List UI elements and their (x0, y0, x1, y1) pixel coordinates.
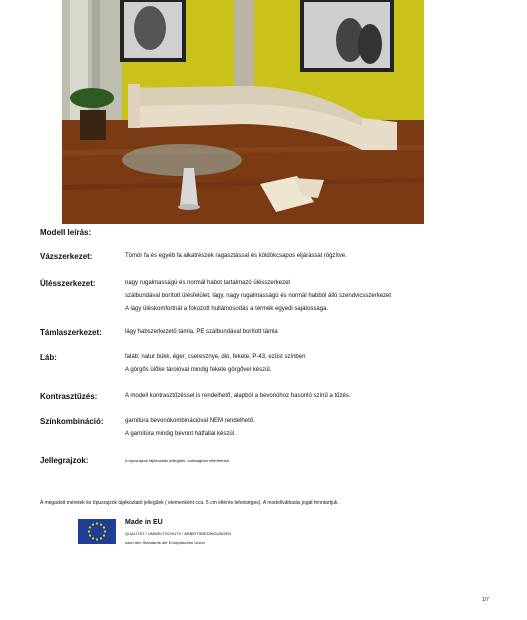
color-combination-text (125, 415, 255, 441)
eu-quality-line: QUALITÄT / UMWELTSCHUTZ / ARBEITSBEDINGUNGEN (125, 531, 232, 536)
contrast-stitch-text (125, 390, 350, 403)
page-number: 1/7 (482, 597, 489, 603)
dimensions-disclaimer: A megadott méretek és típusrajzok tájékoztató jellegűek ( elemenként cca. 5 cm eltérés lehetséges). A modellváltozás jogát fenntartjuk. (40, 500, 339, 506)
color-combination-label: Színkombináció: (40, 417, 104, 426)
made-in-eu-title: Made in EU (125, 519, 163, 526)
frame-text (125, 250, 347, 263)
eu-flag-icon (78, 519, 116, 544)
seat-line: A lágy üléskomfortnál a fokozott hullámosodás a termék egyedi sajátossága. (125, 306, 329, 312)
frame-label: Vázszerkezet: (40, 252, 93, 261)
sofa-room-illustration (62, 0, 424, 224)
legs-line: faláb: natur bükk, éger, cseresznye, dió, fekete, P-43, ezüst színben (125, 354, 306, 360)
contrast-stitch-label: Kontrasztűzés: (40, 392, 98, 401)
backrest-label: Támlaszerkezet: (40, 328, 102, 337)
legs-line: A görgős ülőke tárolóval mindig fekete görgővel készül. (125, 367, 272, 373)
model-description-heading: Modell leírás: (40, 228, 92, 237)
backrest-text (125, 326, 278, 339)
eu-standards-line: nach den Standards der Europäischen Union (125, 540, 205, 545)
drawings-text (125, 454, 230, 467)
seat-line: nagy rugalmasságú és normál habot tartalmazó ülésszerkezet (125, 280, 291, 286)
drawings-line: A típusrajzok tájékoztató jellegűek, valóságban eltérhetnek. (125, 458, 230, 463)
frame-line: Tömör fa és egyéb fa alkatrészek ragasztással és köldökcsapos eljárással rögzítve. (125, 253, 347, 259)
color-combination-line: garnitúra bevonókombinációval NEM rendelhető. (125, 418, 255, 424)
legs-label: Láb: (40, 353, 57, 362)
drawings-label: Jellegrajzok: (40, 456, 89, 465)
legs-text (125, 351, 305, 377)
seat-label: Ülésszerkezet: (40, 279, 96, 288)
seat-text (125, 277, 391, 316)
color-combination-line: A garnitúra mindig bevont hátfallal készül. (125, 431, 236, 437)
backrest-line: lágy habszerkezetű támla, PE szálbundával borított támla (125, 329, 278, 335)
product-photo (62, 0, 424, 224)
contrast-stitch-line: A modell kontrasztűzéssel is rendelhető, alapból a bevonóhoz hasonló színű a tűzés. (125, 393, 351, 399)
seat-line: szálbundával borított ülésfelület, lágy, nagy rugalmasságú és normál habból álló szendvicsszerkezet (125, 293, 392, 299)
